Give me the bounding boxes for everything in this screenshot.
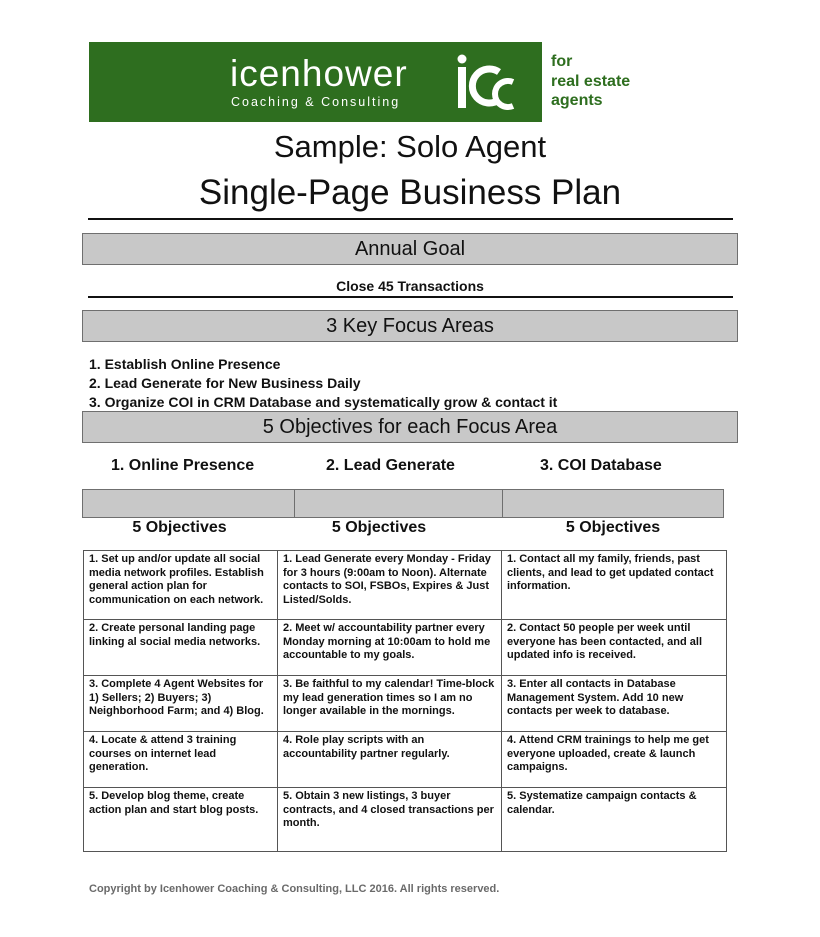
- tagline-line: agents: [551, 92, 603, 109]
- focus-area-item: 1. Establish Online Presence: [89, 356, 281, 372]
- blank-bar: [82, 489, 295, 518]
- objective-cell: 2. Contact 50 people per week until everyone has been contacted, and all updated info is received.: [502, 620, 727, 676]
- annual-goal-heading: Annual Goal: [82, 233, 738, 265]
- objective-cell: 1. Contact all my family, friends, past clients, and lead to get updated contact information.: [502, 551, 727, 620]
- objectives-subheading: 5 Objectives: [132, 519, 227, 536]
- focus-areas-heading: 3 Key Focus Areas: [82, 310, 738, 342]
- tagline-line: for: [551, 53, 573, 70]
- blank-bar: [502, 489, 724, 518]
- copyright-notice: Copyright by Icenhower Coaching & Consulting, LLC 2016. All rights reserved.: [89, 883, 500, 895]
- table-row: [84, 551, 727, 620]
- objective-cell: 5. Develop blog theme, create action plan and start blog posts.: [84, 788, 278, 852]
- column-title-lead-generate: 2. Lead Generate: [326, 457, 455, 474]
- objective-cell: 5. Obtain 3 new listings, 3 buyer contracts, and 4 closed transactions per month.: [278, 788, 502, 852]
- focus-area-item: 2. Lead Generate for New Business Daily: [89, 375, 361, 391]
- objective-cell: 4. Role play scripts with an accountability partner regularly.: [278, 732, 502, 788]
- title-line-2: Single-Page Business Plan: [198, 173, 622, 212]
- table-row: [84, 676, 727, 732]
- objectives-heading: 5 Objectives for each Focus Area: [82, 411, 738, 443]
- brand-name: icenhower: [230, 53, 408, 94]
- table-row: [84, 788, 727, 852]
- column-title-coi-database: 3. COI Database: [540, 457, 662, 474]
- objectives-subheading: 5 Objectives: [331, 519, 427, 536]
- objective-cell: 4. Locate & attend 3 training courses on internet lead generation.: [84, 732, 278, 788]
- column-title-online-presence: 1. Online Presence: [111, 457, 255, 474]
- table-row: [84, 620, 727, 676]
- annual-goal-value: Close 45 Transactions: [336, 278, 484, 294]
- tagline-line: real estate: [551, 72, 631, 90]
- tagline: [551, 52, 630, 111]
- title-line-1: Sample: Solo Agent: [273, 129, 547, 164]
- objective-cell: 3. Enter all contacts in Database Management System. Add 10 new contacts per week to database.: [502, 676, 727, 732]
- objective-cell: 2. Create personal landing page linking al social media networks.: [84, 620, 278, 676]
- objective-cell: 3. Be faithful to my calendar! Time-block my lead generation times so I am no longer available in the mornings.: [278, 676, 502, 732]
- objective-cell: 4. Attend CRM trainings to help me get everyone uploaded, create & launch campaigns.: [502, 732, 727, 788]
- focus-area-item: 3. Organize COI in CRM Database and systematically grow & contact it: [89, 394, 558, 410]
- brand-subtitle: Coaching & Consulting: [231, 95, 401, 109]
- focus-areas-list: [89, 355, 557, 412]
- divider: [88, 296, 733, 298]
- objective-cell: 1. Set up and/or update all social media network profiles. Establish general action plan for communication on each network.: [84, 551, 278, 620]
- objective-cell: 3. Complete 4 Agent Websites for 1) Sellers; 2) Buyers; 3) Neighborhood Farm; and 4) Blog.: [84, 676, 278, 732]
- divider: [88, 218, 733, 220]
- blank-bar: [294, 489, 503, 518]
- icc-logo: [455, 50, 523, 116]
- objective-cell: 2. Meet w/ accountability partner every Monday morning at 10:00am to hold me accountable to my goals.: [278, 620, 502, 676]
- objectives-table: [83, 550, 727, 852]
- objectives-subheading: 5 Objectives: [565, 519, 661, 536]
- objective-cell: 1. Lead Generate every Monday - Friday for 3 hours (9:00am to Noon). Alternate contacts to SOI, FSBOs, Expires & Just Listed/Solds.: [278, 551, 502, 620]
- table-row: [84, 732, 727, 788]
- objective-cell: 5. Systematize campaign contacts & calendar.: [502, 788, 727, 852]
